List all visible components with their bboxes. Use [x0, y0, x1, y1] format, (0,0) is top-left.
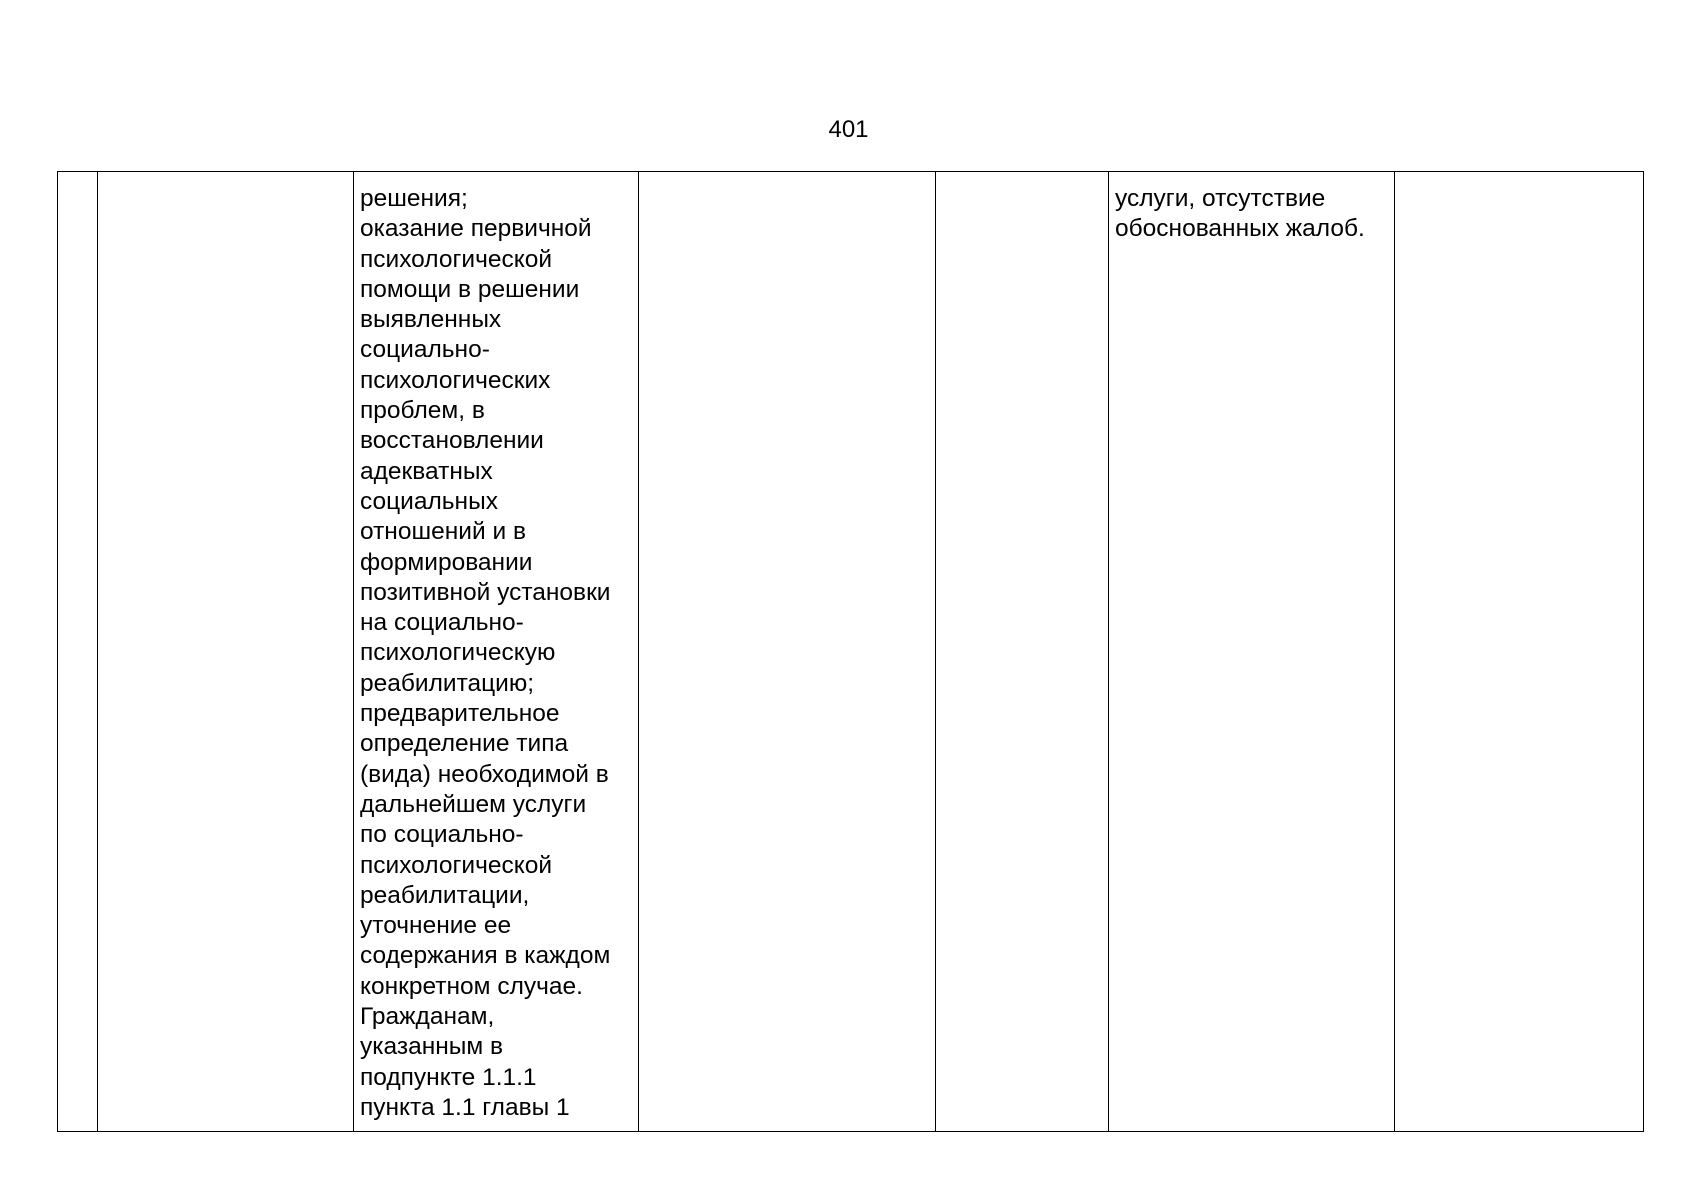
table-cell-quality-criteria: услуги, отсутствие обоснованных жалоб.	[1109, 172, 1395, 1132]
table-cell-col2	[98, 172, 354, 1132]
page-number: 401	[828, 116, 869, 143]
table-cell-service-description: решения; оказание первичной психологической помощи в решении выявленных социально- психологических проблем, в восстановлении адекватных социальных отношений и в формировании позитивной установки на социально- психологическую реабилитацию; предварительное определение типа (вида) необходимой в дальнейшем услуги по социально- психологической реабилитации, уточнение ее содержания в каждом конкретном случае. Гражданам, указанным в подпункте 1.1.1 пункта 1.1 главы 1	[354, 172, 639, 1132]
table-row	[58, 172, 1644, 1132]
table-cell-col4	[639, 172, 936, 1132]
table-cell-col7	[1395, 172, 1644, 1132]
table-cell-col5	[936, 172, 1109, 1132]
table-cell-col1	[58, 172, 98, 1132]
document-table	[57, 171, 1644, 1132]
